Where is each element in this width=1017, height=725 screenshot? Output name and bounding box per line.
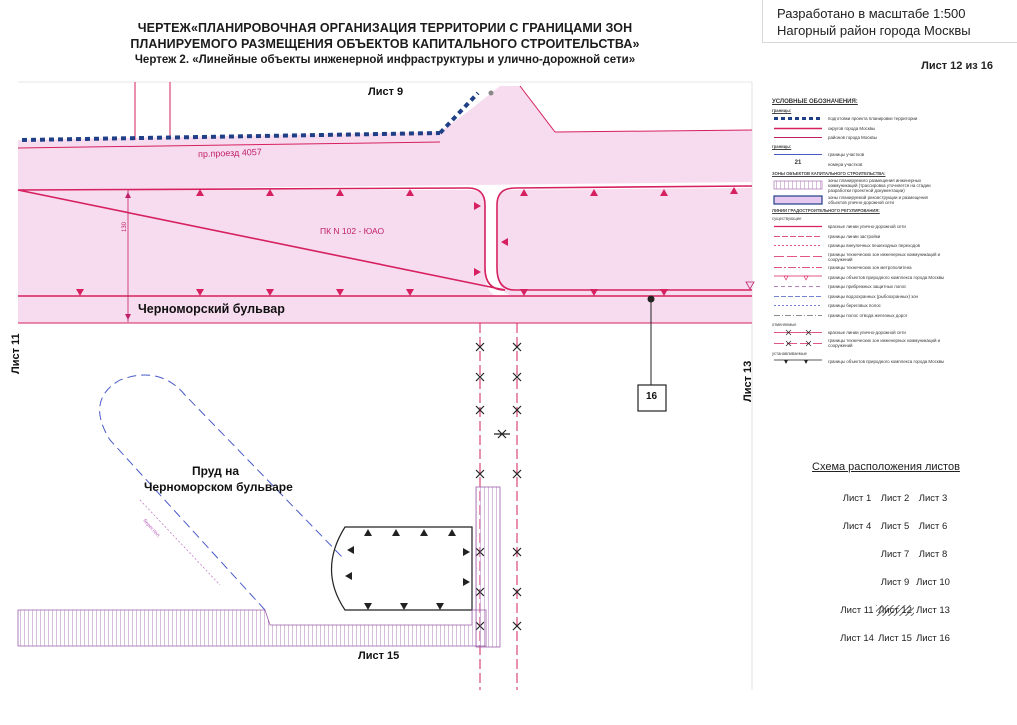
scheme-cell[interactable]: Лист 5 — [880, 520, 910, 532]
engineering-zone-symbol — [772, 180, 824, 190]
scheme-row — [838, 484, 954, 512]
legend-group-regulation: ЛИНИИ ГРАДОСТРОИТЕЛЬНОГО РЕГУЛИРОВАНИЯ: — [772, 208, 880, 213]
scheme-cell[interactable]: Лист 15 — [878, 632, 912, 644]
region-boundary-symbol — [772, 134, 824, 141]
drawing-subtitle: Чертеж 2. «Линейные объекты инженерной инфраструктуры и улично-дорожной сети» — [134, 54, 636, 66]
scale-text: Разработано в масштабе 1:500 — [777, 6, 966, 21]
scheme-row — [838, 596, 954, 624]
legend-row — [772, 151, 947, 158]
shore-protection-symbol — [772, 283, 824, 290]
sheet-number: Лист 12 из 16 — [921, 60, 993, 72]
metro-zone-symbol — [772, 264, 824, 271]
legend-row — [772, 358, 947, 365]
scheme-cell[interactable]: Лист 4 — [842, 520, 872, 532]
legend-group-zones: ЗОНЫ ОБЪЕКТОВ КАПИТАЛЬНОГО СТРОИТЕЛЬСТВА: — [772, 170, 886, 176]
scheme-cell[interactable]: Лист 8 — [918, 548, 948, 560]
scheme-cell[interactable]: Лист 14 — [840, 632, 874, 644]
district-text: Нагорный район города Москвы — [777, 23, 971, 38]
legend-group-established: устанавливаемые — [772, 351, 807, 356]
adjacent-sheet-top[interactable]: Лист 9 — [368, 86, 404, 98]
legend-row — [772, 233, 947, 240]
established-nature-symbol — [772, 358, 824, 365]
title-line-1: ЧЕРТЕЖ«ПЛАНИРОВОЧНАЯ ОРГАНИЗАЦИЯ ТЕРРИТОРИИ С ГРАНИЦАМИ ЗОН — [137, 21, 633, 35]
legend-row — [772, 252, 947, 262]
legend — [772, 100, 947, 368]
sheet-layout-scheme — [838, 484, 954, 652]
legend-row — [772, 274, 947, 281]
legend-row — [772, 161, 947, 168]
legend-text: границы объектов природного комплекса города Москвы — [828, 274, 945, 280]
legend-row — [772, 302, 947, 309]
building-line-symbol — [772, 233, 824, 240]
legend-text: границы полос отвода железных дорог — [828, 312, 908, 318]
legend-row — [772, 312, 947, 319]
legend-text: красные линии улично-дорожной сети — [828, 224, 906, 229]
legend-group-units: границы: — [772, 144, 792, 149]
legend-text: красные линии улично-дорожной сети — [828, 329, 906, 335]
red-line-symbol — [772, 223, 824, 230]
scheme-row — [838, 540, 954, 568]
scheme-cell[interactable]: Лист 16 — [916, 632, 950, 644]
legend-text: границы водоохранных (рыбоохранных) зон — [828, 293, 918, 299]
legend-text: границы объектов природного комплекса города Москвы — [828, 359, 945, 364]
tech-zone-symbol — [772, 253, 824, 260]
shore-strip-symbol — [772, 302, 824, 309]
scheme-cell-current[interactable]: Лист 12 — [876, 605, 914, 616]
legend-row — [772, 338, 947, 348]
legend-row — [772, 134, 947, 141]
railway-strip-symbol — [772, 312, 824, 319]
road-zone-symbol — [772, 195, 824, 205]
legend-row — [772, 283, 947, 290]
legend-group-existing: существующие — [772, 216, 802, 221]
legend-text: границы линии застройки — [828, 233, 881, 239]
road-name-top: пр.проезд 4057 — [197, 146, 262, 160]
legend-row — [772, 115, 947, 122]
pond-label-2: Черноморском бульваре — [144, 480, 293, 494]
legend-text: границы технических зон метрополитена — [828, 265, 912, 270]
legend-text: границы технических зон инженерных коммуникаций и сооружений — [828, 338, 941, 348]
road-fill-block-left — [18, 190, 500, 296]
legend-text: границы участков — [828, 152, 865, 157]
scheme-title: Схема расположения листов — [812, 461, 960, 473]
legend-group-cancelled: отменяемые — [772, 321, 797, 327]
legend-text: округов города Москвы — [828, 125, 876, 131]
hatched-strip — [18, 610, 486, 646]
scheme-cell[interactable]: Лист 11 — [840, 604, 874, 616]
scheme-cell[interactable]: Лист 13 — [916, 604, 950, 616]
callout-number[interactable]: 16 — [646, 391, 658, 402]
scheme-cell[interactable]: Лист 9 — [880, 576, 910, 588]
legend-row — [772, 125, 947, 132]
legend-row — [772, 178, 947, 193]
adjacent-sheet-left[interactable]: Лист 11 — [10, 333, 22, 374]
legend-row — [772, 293, 947, 300]
legend-text: границы технических зон инженерных коммуникаций и сооружений — [828, 251, 941, 262]
scheme-cell[interactable]: Лист 6 — [918, 520, 948, 532]
scheme-cell[interactable]: Лист 2 — [880, 492, 910, 504]
unit-number-symbol: 21 — [794, 159, 802, 166]
legend-text: районов города Москвы — [828, 135, 877, 140]
legend-row — [772, 242, 947, 249]
dimension-label: 130 — [122, 221, 128, 232]
legend-text: зоны планируемого размещения инженерных коммуникаций (трассировка уточняется на стадии разработки проектной документации) — [828, 177, 931, 193]
black-triangles — [345, 529, 470, 610]
pond-label-1: Пруд на — [192, 464, 240, 478]
scheme-cell[interactable]: Лист 1 — [842, 492, 872, 504]
unit-boundary-symbol — [772, 151, 824, 158]
road-center-label: ПК N 102 - ЮАО — [320, 226, 385, 236]
cancelled-tech-zone-symbol — [772, 340, 824, 347]
legend-text: номера участков — [828, 161, 863, 167]
adjacent-sheet-right[interactable]: Лист 13 — [742, 360, 754, 402]
nature-complex-outline — [332, 527, 473, 610]
legend-text: подготовки проекта планировки территории — [828, 116, 918, 121]
title-line-2: ПЛАНИРУЕМОГО РАЗМЕЩЕНИЯ ОБЪЕКТОВ КАПИТАЛЬНОГО СТРОИТЕЛЬСТВА» — [130, 37, 640, 51]
legend-row — [772, 264, 947, 271]
project-boundary-symbol — [772, 115, 824, 122]
cancelled-red-line-symbol — [772, 329, 824, 336]
legend-text: границы внеуличных пешеходных переходов — [828, 243, 920, 248]
district-boundary-symbol — [772, 125, 824, 132]
boulevard-label: Черноморский бульвар — [138, 302, 285, 316]
legend-row — [772, 329, 947, 336]
pedestrian-crossing-symbol — [772, 242, 824, 249]
legend-group-borders: границы: — [772, 108, 792, 113]
adjacent-sheet-bottom[interactable]: Лист 15 — [358, 650, 400, 662]
legend-text: границы береговых полос — [828, 303, 881, 308]
road-fill-top — [18, 86, 752, 190]
legend-text: зоны планируемой реконструкции и размещения объектов улично-дорожной сети — [828, 195, 928, 205]
water-protection-symbol — [772, 293, 824, 300]
scheme-cell[interactable]: Лист 7 — [880, 548, 910, 560]
scheme-cell[interactable]: Лист 3 — [918, 492, 948, 504]
legend-title: УСЛОВНЫЕ ОБОЗНАЧЕНИЯ: — [772, 99, 858, 105]
legend-row — [772, 223, 947, 230]
hatched-vertical — [476, 487, 500, 647]
scheme-cell[interactable]: Лист 10 — [916, 576, 950, 588]
legend-text: границы прибрежных защитных полос — [828, 284, 907, 289]
scheme-row — [838, 568, 954, 596]
project-boundary — [22, 91, 494, 141]
nature-boundary-symbol — [772, 274, 824, 281]
scheme-row — [838, 624, 954, 652]
road-fill-block-right — [498, 188, 752, 296]
boundary-note: берег.пол. — [141, 518, 162, 540]
legend-row — [772, 195, 947, 205]
scheme-row — [838, 512, 954, 540]
